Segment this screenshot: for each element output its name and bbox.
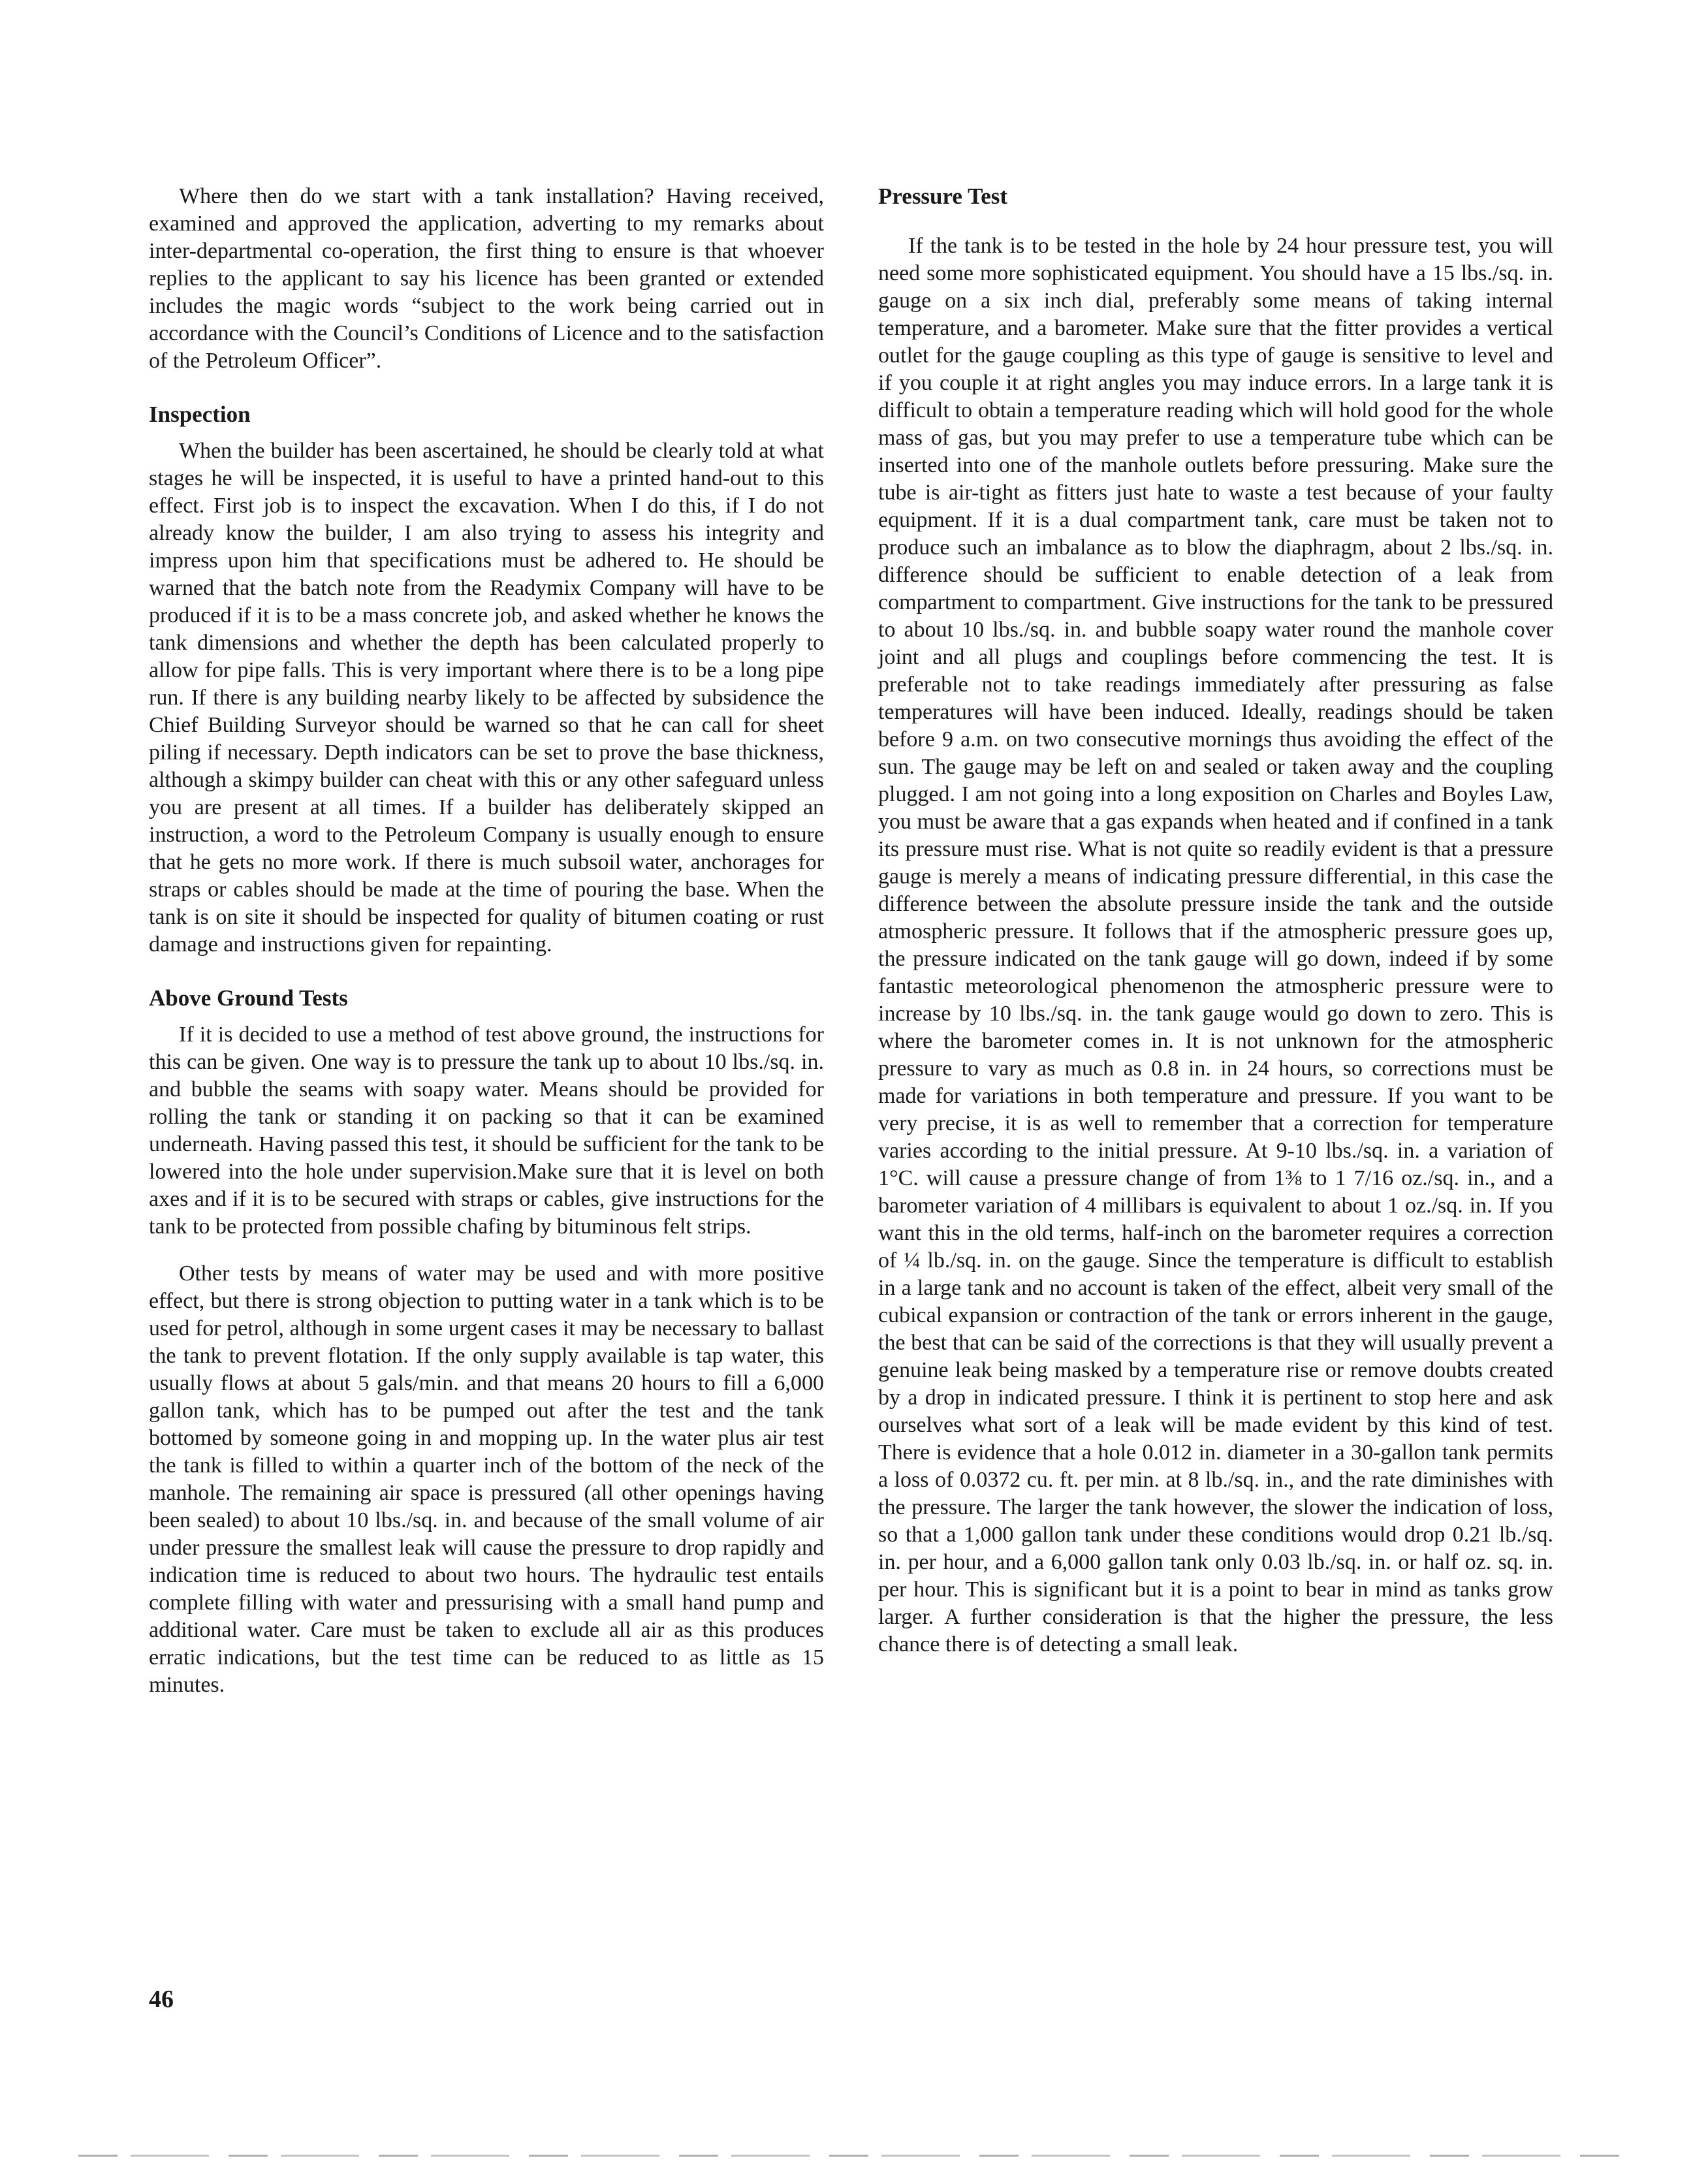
left-column bbox=[149, 183, 824, 1699]
inspection-paragraph: When the builder has been ascertained, he should be clearly told at what stages he will be inspected, it is useful to have a printed hand-out to this effect. First job is to inspect the excavation. When I do this, if I do not already know the builder, I am also trying to assess his integrity and impress upon him that specifications must be adhered to. He should be warned that the batch note from the Readymix Company will have to be produced if it is to be a mass concrete job, and asked whether he knows the tank dimensions and whether the depth has been calculated properly to allow for pipe falls. This is very important where there is to be a long pipe run. If there is any building nearby likely to be affected by subsidence the Chief Building Surveyor should be warned so that he can call for sheet piling if necessary. Depth indicators can be set to prove the base thickness, although a skimpy builder can cheat with this or any other safeguard unless you are present at all times. If a builder has deliberately skipped an instruction, a word to the Petroleum Company is usually enough to ensure that he gets no more work. If there is much subsoil water, anchorages for straps or cables should be made at the time of pouring the base. When the tank is on site it should be inspected for quality of bitumen coating or rust damage and instructions given for repainting. bbox=[149, 439, 824, 957]
above-ground-tests-heading: Above Ground Tests bbox=[149, 985, 348, 1011]
above-ground-paragraph-1: If it is decided to use a method of test above ground, the instructions for this can be given. One way is to pressure the tank up to about 10 lbs./sq. in. and bubble the seams with soapy water. Means should be provided for rolling the tank or standing it on packing so that it can be examined underneath. Having passed this test, it should be sufficient for the tank to be lowered into the hole under supervision.Make sure that it is level on both axes and if it is to be secured with straps or cables, give instructions for the tank to be protected from possible chafing by bituminous felt strips. bbox=[149, 1022, 824, 1239]
right-column bbox=[878, 183, 1553, 1658]
above-ground-paragraph-2: Other tests by means of water may be used and with more positive effect, but there is strong objection to putting water in a tank which is to be used for petrol, although in some urgent cases it may be necessary to ballast the tank to prevent flotation. If the only supply available is tap water, this usually flows at about 5 gals/min. and that means 20 hours to fill a 6,000 gallon tank, which has to be pumped out after the test and the tank bottomed by someone going in and mopping up. In the water plus air test the tank is filled to within a quarter inch of the bottom of the neck of the manhole. The remaining air space is pressured (all other openings having been sealed) to about 10 lbs./sq. in. and because of the small volume of air under pressure the smallest leak will cause the pressure to drop rapidly and indication time is reduced to about two hours. The hydraulic test entails complete filling with water and pressurising with a small hand pump and additional water. Care must be taken to exclude all air as this produces erratic indications, but the test time can be reduced to as little as 15 minutes. bbox=[149, 1261, 824, 1697]
pressure-test-heading: Pressure Test bbox=[878, 183, 1008, 209]
page-number: 46 bbox=[149, 1986, 174, 2013]
intro-paragraph: Where then do we start with a tank installation? Having received, examined and approved the application, adverting to my remarks about inter-departmental co-operation, the first thing to ensure is that whoever replies to the applicant to say his licence has been granted or extended includes the magic words “subject to the work being carried out in accordance with the Council’s Conditions of Licence and to the satisfaction of the Petroleum Officer”. bbox=[149, 184, 824, 373]
inspection-heading: Inspection bbox=[149, 402, 251, 427]
footer-scan-rule bbox=[78, 2155, 1630, 2157]
pressure-test-paragraph: If the tank is to be tested in the hole by 24 hour pressure test, you will need some more sophisticated equipment. You should have a 15 lbs./sq. in. gauge on a six inch dial, preferably some means of taking internal temperature, and a barometer. Make sure that the fitter provides a vertical outlet for the gauge coupling as this type of gauge is sensitive to level and if you couple it at right angles you may induce errors. In a large tank it is difficult to obtain a temperature reading which will hold good for the whole mass of gas, but you may prefer to use a temperature tube which can be inserted into one of the manhole outlets before pressuring. Make sure the tube is air-tight as fitters just hate to waste a test because of your faulty equipment. If it is a dual compartment tank, care must be taken not to produce such an imbalance as to blow the diaphragm, about 2 lbs./sq. in. difference should be sufficient to enable detection of a leak from compartment to compartment. Give instructions for the tank to be pressured to about 10 lbs./sq. in. and bubble soapy water round the manhole cover joint and all plugs and couplings before commencing the test. It is preferable not to take readings immediately after pressuring as false temperatures will have been induced. Ideally, readings should be taken before 9 a.m. on two consecutive mornings thus avoiding the effect of the sun. The gauge may be left on and sealed or taken away and the coupling plugged. I am not going into a long exposition on Charles and Boyles Law, you must be aware that a gas expands when heated and if confined in a tank its pressure must rise. What is not quite so readily evident is that a pressure gauge is merely a means of indicating pressure differential, in this case the difference between the absolute pressure inside the tank and the outside atmospheric pressure. It follows that if the atmospheric pressure goes up, the pressure indicated on the tank gauge will go down, indeed if by some fantastic meteorological phenomenon the atmospheric pressure were to increase by 10 lbs./sq. in. the tank gauge would go down to zero. This is where the barometer comes in. It is not unknown for the atmospheric pressure to vary as much as 0.8 in. in 24 hours, so corrections must be made for variations in both temperature and pressure. If you want to be very precise, it is as well to remember that a correction for temperature varies according to the initial pressure. At 9-10 lbs./sq. in. a variation of 1°C. will cause a pressure change of from 1⅜ to 1 7/16 oz./sq. in., and a barometer variation of 4 millibars is equivalent to about 1 oz./sq. in. If you want this in the old terms, half-inch on the barometer requires a correction of ¼ lb./sq. in. on the gauge. Since the temperature is difficult to establish in a large tank and no account is taken of the effect, albeit very small of the cubical expansion or contraction of the tank or errors inherent in the gauge, the best that can be said of the corrections is that they will usually prevent a genuine leak being masked by a temperature rise or remove doubts created by a drop in indicated pressure. I think it is pertinent to stop here and ask ourselves what sort of a leak will be made evident by this kind of test. There is evidence that a hole 0.012 in. diameter in a 30-gallon tank permits a loss of 0.0372 cu. ft. per min. at 8 lb./sq. in., and the rate diminishes with the pressure. The larger the tank however, the slower the indication of loss, so that a 1,000 gallon tank under these conditions would drop 0.21 lb./sq. in. per hour, and a 6,000 gallon tank only 0.03 lb./sq. in. or half oz. sq. in. per hour. This is significant but it is a point to bear in mind as tanks grow larger. A further consideration is that the higher the pressure, the less chance there is of detecting a small leak. bbox=[878, 234, 1553, 1656]
